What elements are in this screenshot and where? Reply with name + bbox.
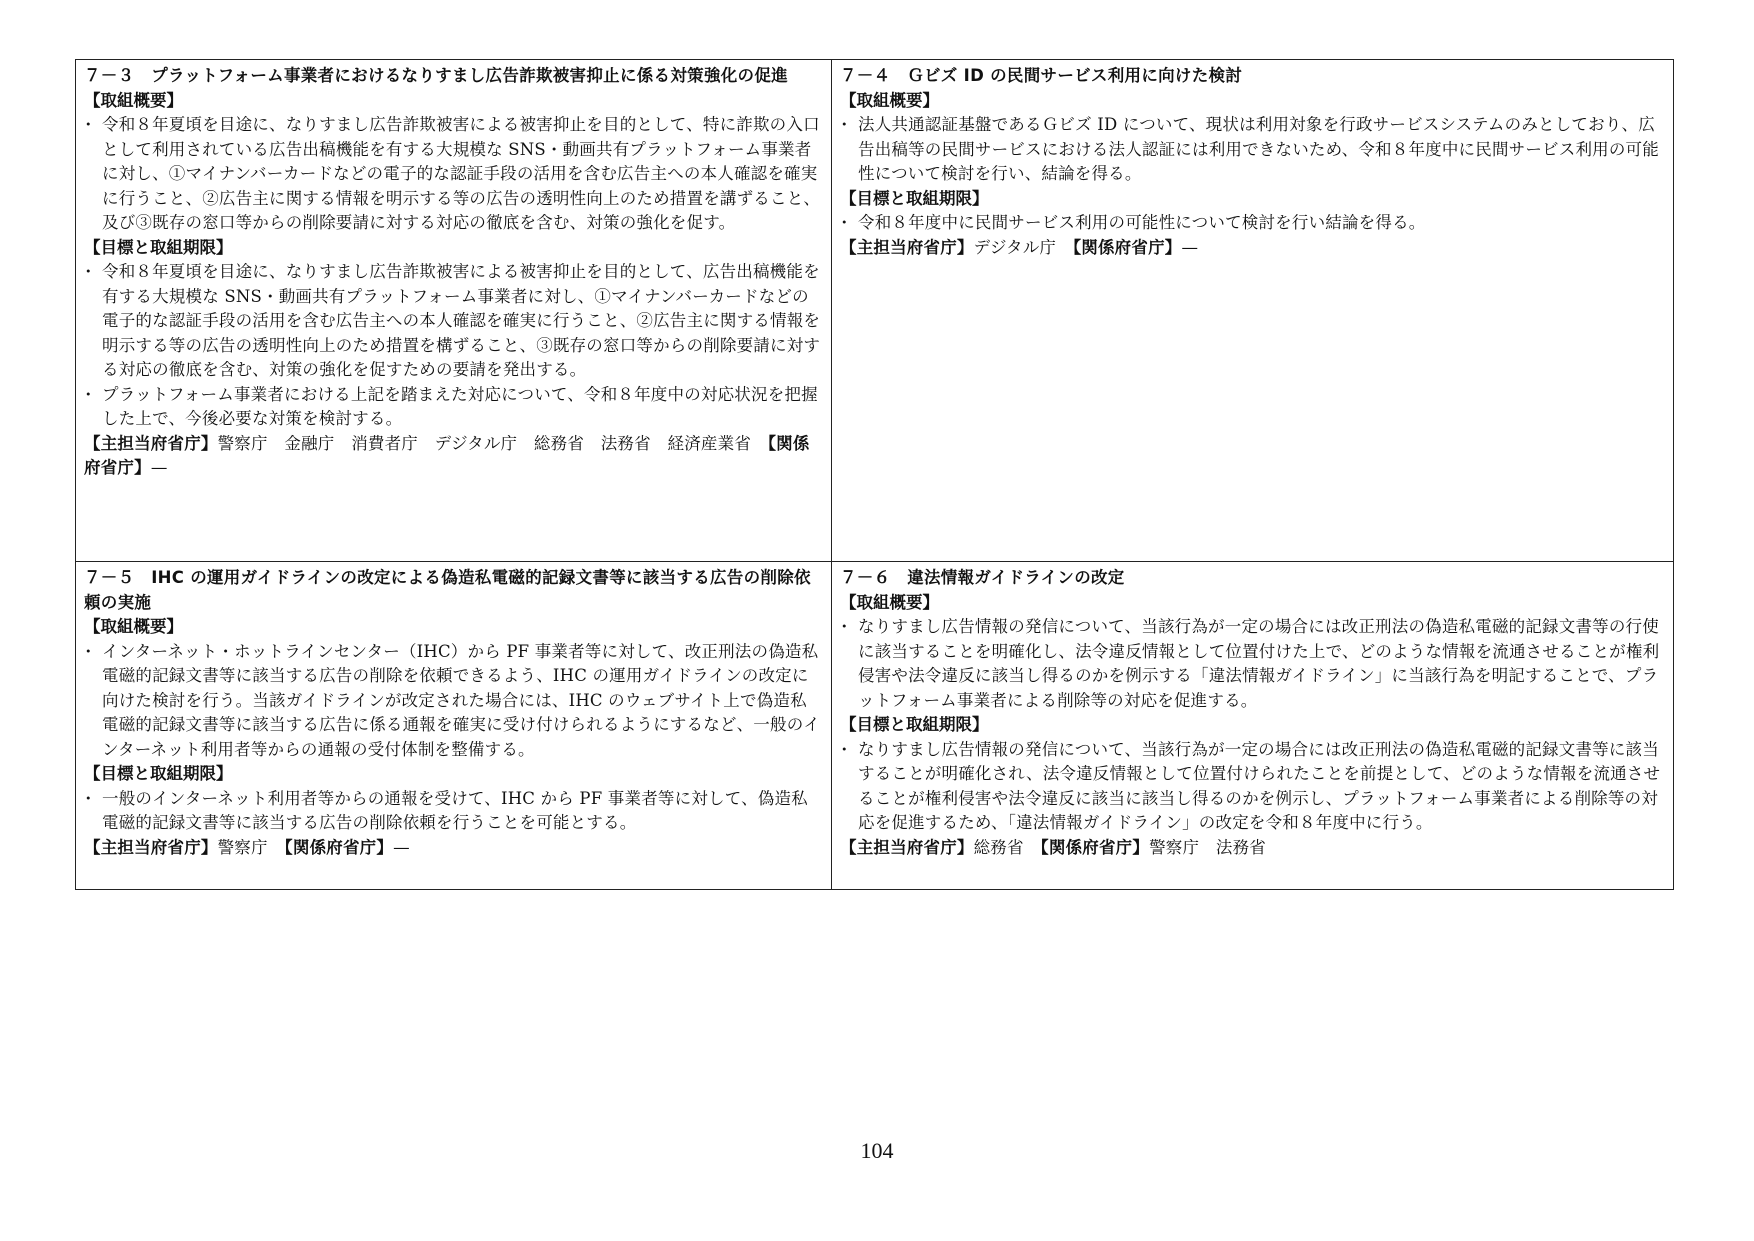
table-row xyxy=(76,562,1674,890)
section-7-6 xyxy=(832,562,1674,890)
section-heading: ７－５ IHC の運用ガイドラインの改定による偽造私電磁的記録文書等に該当する広告の削除依頼の実施 xyxy=(84,568,811,612)
related-ministry: — xyxy=(150,458,168,477)
overview-item: ・ 法人共通認証基盤であるＧビズ ID について、現状は利用対象を行政サービスシステムのみとしており、広告出稿等の民間サービスにおける法人認証には利用できないため、令和８年度中に民間サービス利用の可能性について検討を行い、結論を得る。 xyxy=(840,113,1665,187)
related-ministry-label: 【関係府省庁】 xyxy=(1072,237,1182,257)
lead-ministry-label: 【主担当府省庁】 xyxy=(840,837,974,857)
ministry-line xyxy=(84,836,823,861)
section-7-5 xyxy=(76,562,832,890)
lead-ministry-label: 【主担当府省庁】 xyxy=(84,433,218,453)
section-heading: ７－６ 違法情報ガイドラインの改定 xyxy=(840,568,1125,587)
related-ministry: — xyxy=(393,837,410,857)
section-heading: ７－３ プラットフォーム事業者におけるなりすまし広告詐欺被害抑止に係る対策強化の促進 xyxy=(84,66,788,85)
section-heading: ７－４ Ｇビズ ID の民間サービス利用に向けた検討 xyxy=(840,66,1243,85)
related-ministry-label: 【関係府省庁】 xyxy=(1040,837,1150,857)
ministry-line xyxy=(840,236,1665,261)
lead-ministry-label: 【主担当府省庁】 xyxy=(840,237,974,257)
ministry-line xyxy=(84,432,823,481)
goal-label: 【目標と取組期限】 xyxy=(840,188,989,208)
section-7-4 xyxy=(832,60,1674,562)
lead-ministry: デジタル庁 xyxy=(973,237,1073,257)
goal-label: 【目標と取組期限】 xyxy=(840,715,989,734)
overview-item: ・ 令和８年夏頃を目途に、なりすまし広告詐欺被害による被害抑止を目的として、特に詐欺の入口として利用されている広告出稿機能を有する大規模な SNS・動画共有プラットフォーム事業者に対し、①マイナンバーカードなどの電子的な認証手段の活用を含む広告主への本人確認を確実に行うこと、②広告主に関する情報を明示する等の広告の透明性向上のため措置を講ずること、及び③既存の窓口等からの削除要請に対する対応の徹底を含む、対策の強化を促す。 xyxy=(84,113,823,236)
lead-ministry: 警察庁 金融庁 消費者庁 デジタル庁 総務省 法務省 経済産業省 xyxy=(217,433,768,453)
overview-label: 【取組概要】 xyxy=(84,90,183,110)
overview-item: ・ インターネット・ホットラインセンター（IHC）から PF 事業者等に対して、改正刑法の偽造私電磁的記録文書等に該当する広告の削除を依頼できるよう、IHC の運用ガイドラインの改定に向けた検討を行う。当該ガイドラインが改定された場合には、IHC のウェブサイト上で偽造私電磁的記録文書等に該当する広告に係る通報を確実に受け付けられるようにするなど、一般のインターネット利用者等からの通報の受付体制を整備する。 xyxy=(84,640,823,763)
overview-label: 【取組概要】 xyxy=(840,592,939,612)
goal-label: 【目標と取組期限】 xyxy=(84,764,233,783)
related-ministry: — xyxy=(1181,237,1199,257)
table-row xyxy=(76,60,1674,562)
goal-item: ・ プラットフォーム事業者における上記を踏まえた対応について、令和８年度中の対応状況を把握した上で、今後必要な対策を検討する。 xyxy=(84,383,823,432)
related-ministry-label: 【関係府省庁】 xyxy=(84,433,810,477)
lead-ministry-label: 【主担当府省庁】 xyxy=(84,837,218,857)
goal-item: ・ 一般のインターネット利用者等からの通報を受けて、IHC から PF 事業者等に対して、偽造私電磁的記録文書等に該当する広告の削除依頼を行うことを可能とする。 xyxy=(84,787,823,836)
page-number: 104 xyxy=(860,1138,894,1163)
overview-item: ・ なりすまし広告情報の発信について、当該行為が一定の場合には改正刑法の偽造私電磁的記録文書等の行使に該当することを明確化し、法令違反情報として位置付けた上で、どのような情報を流通させることが権利侵害や法令違反に該当し得るのかを例示する「違法情報ガイドライン」に当該行為を明記することで、プラットフォーム事業者による削除等の対応を促進する。 xyxy=(840,615,1665,713)
goal-label: 【目標と取組期限】 xyxy=(84,237,233,257)
lead-ministry: 総務省 xyxy=(973,837,1041,857)
lead-ministry: 警察庁 xyxy=(217,837,285,857)
ministry-line xyxy=(840,836,1665,861)
related-ministry: 警察庁 法務省 xyxy=(1149,837,1266,857)
goal-item: ・ なりすまし広告情報の発信について、当該行為が一定の場合には改正刑法の偽造私電磁的記録文書等に該当することが明確化され、法令違反情報として位置付けられたことを前提として、どのような情報を流通させることが権利侵害や法令違反に該当に該当し得るのかを例示し、プラットフォーム事業者による削除等の対応を促進するため、「違法情報ガイドライン」の改定を令和８年度中に行う。 xyxy=(840,738,1665,836)
overview-label: 【取組概要】 xyxy=(84,617,183,636)
related-ministry-label: 【関係府省庁】 xyxy=(284,837,394,857)
goal-item: ・ 令和８年度中に民間サービス利用の可能性について検討を行い結論を得る。 xyxy=(840,211,1665,236)
goal-item: ・ 令和８年夏頃を目途に、なりすまし広告詐欺被害による被害抑止を目的として、広告出稿機能を有する大規模な SNS・動画共有プラットフォーム事業者に対し、①マイナンバーカードなどの電子的な認証手段の活用を含む広告主への本人確認を確実に行うこと、②広告主に関する情報を明示する等の広告の透明性向上のため措置を構ずること、③既存の窓口等からの削除要請に対する対応の徹底を含む、対策の強化を促すための要請を発出する。 xyxy=(84,260,823,383)
section-7-3 xyxy=(76,60,832,562)
measures-table xyxy=(75,59,1674,890)
overview-label: 【取組概要】 xyxy=(840,90,939,110)
